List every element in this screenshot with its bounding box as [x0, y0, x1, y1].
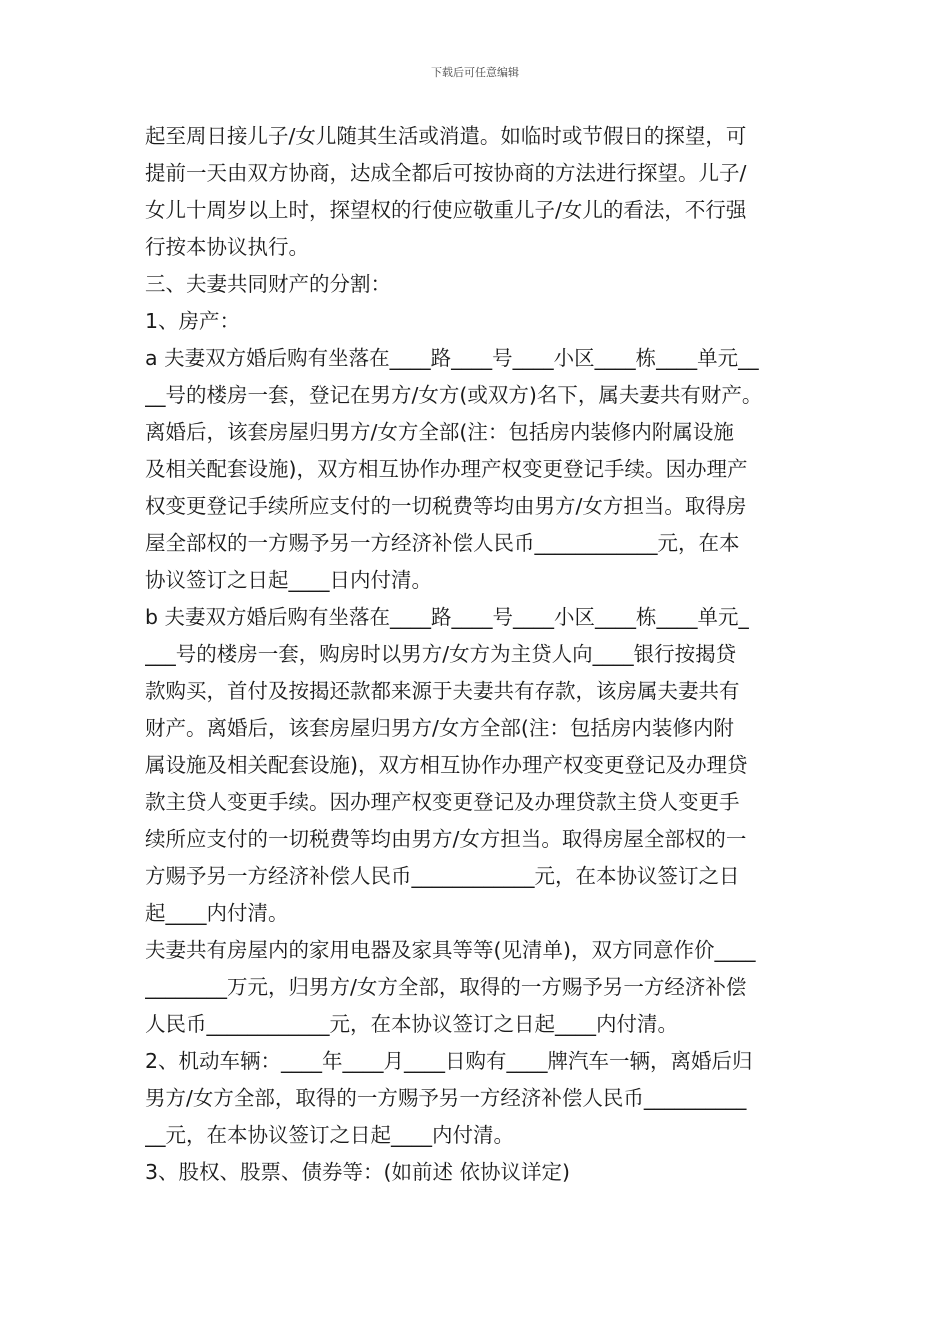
text-line: 夫妻共有房屋内的家用电器及家具等等(见清单)，双方同意作价____ — [145, 938, 756, 962]
text-line: __元，在本协议签订之日起____内付清。 — [145, 1123, 514, 1147]
text-line: b 夫妻双方婚后购有坐落在____路____号____小区____栋____单元_ — [145, 605, 749, 629]
text-line: 女儿十周岁以上时，探望权的行使应敬重儿子/女儿的看法，不行强 — [145, 198, 747, 222]
text-line: __号的楼房一套，登记在男方/女方(或双方)名下，属夫妻共有财产。 — [145, 383, 763, 407]
subsection-heading: 2、机动车辆：____年____月____日购有____牌汽车一辆，离婚后归 — [145, 1049, 753, 1073]
text-line: 屋全部权的一方赐予另一方经济补偿人民币____________元，在本 — [145, 531, 740, 555]
text-line: 人民币____________元，在本协议签订之日起____内付清。 — [145, 1012, 678, 1036]
text-line: 提前一天由双方协商，达成全都后可按协商的方法进行探望。儿子/ — [145, 161, 747, 185]
text-line: 男方/女方全部，取得的一方赐予另一方经济补偿人民币__________ — [145, 1086, 747, 1110]
section-heading: 三、夫妻共同财产的分割： — [145, 272, 391, 296]
text-line: ________万元，归男方/女方全部，取得的一方赐予另一方经济补偿 — [145, 975, 747, 999]
text-line: 起____内付清。 — [145, 901, 289, 925]
text-line: 及相关配套设施)，双方相互协作办理产权变更登记手续。因办理产 — [145, 457, 748, 481]
text-line: 续所应支付的一切税费等均由男方/女方担当。取得房屋全部权的一 — [145, 827, 747, 851]
text-line: 款主贷人变更手续。因办理产权变更登记及办理贷款主贷人变更手 — [145, 790, 740, 814]
document-body — [145, 118, 825, 1191]
text-line: a 夫妻双方婚后购有坐落在____路____号____小区____栋____单元__ — [145, 346, 759, 370]
page-header: 下载后可任意编辑 — [431, 66, 519, 79]
subsection-heading: 1、房产： — [145, 309, 241, 333]
text-line: 起至周日接儿子/女儿随其生活或消遣。如临时或节假日的探望，可 — [145, 124, 747, 148]
text-line: 协议签订之日起____日内付清。 — [145, 568, 432, 592]
text-line: 财产。离婚后，该套房屋归男方/女方全部(注：包括房内装修内附 — [145, 716, 734, 740]
text-line: 离婚后，该套房屋归男方/女方全部(注：包括房内装修内附属设施 — [145, 420, 734, 444]
text-line: ___号的楼房一套，购房时以男方/女方为主贷人向____银行按揭贷 — [145, 642, 737, 666]
text-line: 权变更登记手续所应支付的一切税费等均由男方/女方担当。取得房 — [145, 494, 747, 518]
text-line: 行按本协议执行。 — [145, 235, 309, 259]
text-line: 方赐予另一方经济补偿人民币____________元，在本协议签订之日 — [145, 864, 740, 888]
text-line: 款购买，首付及按揭还款都来源于夫妻共有存款，该房属夫妻共有 — [145, 679, 740, 703]
subsection-heading: 3、股权、股票、债券等：(如前述 依协议详定) — [145, 1160, 571, 1184]
text-line: 属设施及相关配套设施)，双方相互协作办理产权变更登记及办理贷 — [145, 753, 748, 777]
